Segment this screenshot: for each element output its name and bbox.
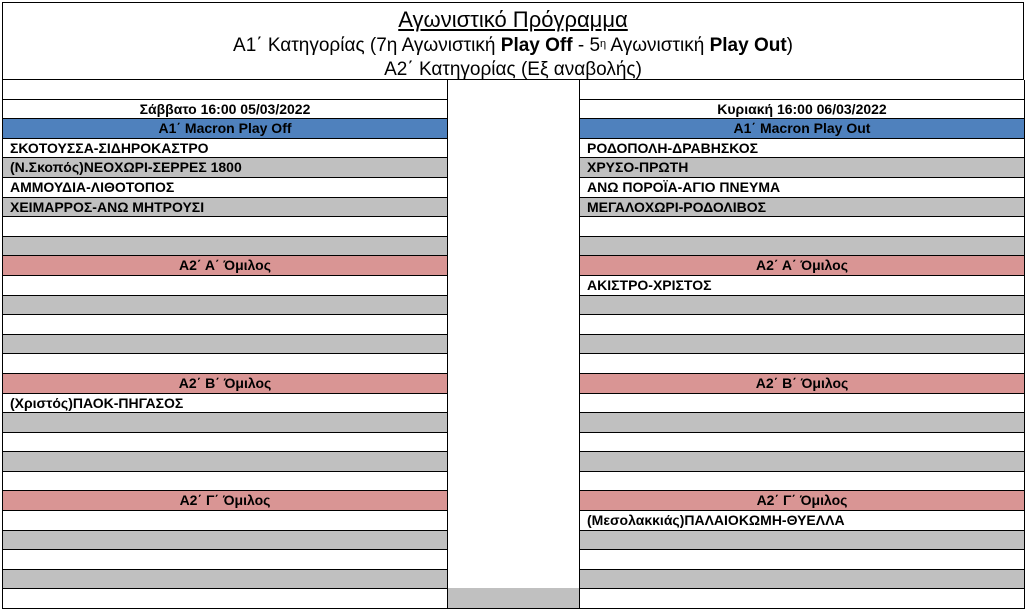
game-row xyxy=(3,296,447,316)
game-row xyxy=(580,315,1024,335)
match-date: Σάββατο 16:00 05/03/2022 xyxy=(3,100,447,120)
game-row: ΣΚΟΤΟΥΣΣΑ-ΣΙΔΗΡΟΚΑΣΤΡΟ xyxy=(3,139,447,159)
game-row: ΑΚΙΣΤΡΟ-ΧΡΙΣΤΟΣ xyxy=(580,276,1024,296)
game-row xyxy=(580,296,1024,316)
game-row: ΧΡΥΣΟ-ΠΡΩΤΗ xyxy=(580,158,1024,178)
subtitle-a2: Α2΄ Κατηγορίας (Εξ αναβολής) xyxy=(384,59,642,80)
game-row xyxy=(3,354,447,374)
game-row xyxy=(3,276,447,296)
game-row xyxy=(580,433,1024,453)
subtitle-play-off: Play Off xyxy=(500,35,573,56)
game-row xyxy=(3,452,447,472)
game-row xyxy=(580,570,1024,590)
game-row xyxy=(580,335,1024,355)
game-row: ΡΟΔΟΠΟΛΗ-ΔΡΑΒΗΣΚΟΣ xyxy=(580,139,1024,159)
game-row xyxy=(3,511,447,531)
subtitle-a1-mid: - 5 xyxy=(572,35,601,56)
game-row xyxy=(580,413,1024,433)
game-row xyxy=(580,452,1024,472)
subtitle-play-out: Play Out xyxy=(709,35,787,56)
subtitle-a1-prefix: Α1΄ Κατηγορίας (7η Αγωνιστική xyxy=(233,35,501,56)
group-a-header: Α2΄ Α΄ Όμιλος xyxy=(580,256,1024,276)
schedule-header xyxy=(2,2,1024,80)
blank-row xyxy=(3,80,447,100)
saturday-column xyxy=(2,80,448,609)
game-row: ΧΕΙΜΑΡΡΟΣ-ΑΝΩ ΜΗΤΡΟΥΣΙ xyxy=(3,198,447,218)
middle-spacer xyxy=(448,80,579,609)
subtitle-sup: η xyxy=(600,38,607,50)
game-row: (Ν.Σκοπός)ΝΕΟΧΩΡΙ-ΣΕΡΡΕΣ 1800 xyxy=(3,158,447,178)
group-a-header: Α2΄ Α΄ Όμιλος xyxy=(3,256,447,276)
game-row: (Μεσολακκιάς)ΠΑΛΑΙΟΚΩΜΗ-ΘΥΕΛΛΑ xyxy=(580,511,1024,531)
sunday-column xyxy=(579,80,1025,609)
game-row xyxy=(3,413,447,433)
blank-row xyxy=(580,80,1024,100)
game-row xyxy=(3,589,447,609)
a1-header: Α1΄ Macron Play Out xyxy=(580,119,1024,139)
game-row xyxy=(580,550,1024,570)
a1-header: Α1΄ Macron Play Off xyxy=(3,119,447,139)
game-row xyxy=(580,472,1024,492)
game-row: (Χριστός)ΠΑΟΚ-ΠΗΓΑΣΟΣ xyxy=(3,394,447,414)
group-b-header: Α2΄ Β΄ Όμιλος xyxy=(3,374,447,394)
game-row xyxy=(3,433,447,453)
group-b-header: Α2΄ Β΄ Όμιλος xyxy=(580,374,1024,394)
game-row xyxy=(580,237,1024,257)
game-row: ΜΕΓΑΛΟΧΩΡΙ-ΡΟΔΟΛΙΒΟΣ xyxy=(580,198,1024,218)
game-row xyxy=(3,531,447,551)
game-row xyxy=(580,589,1024,609)
game-row: ΑΜΜΟΥΔΙΑ-ΛΙΘΟΤΟΠΟΣ xyxy=(3,178,447,198)
game-row xyxy=(580,531,1024,551)
game-row xyxy=(3,550,447,570)
game-row xyxy=(580,394,1024,414)
game-row xyxy=(3,237,447,257)
game-row: ΑΝΩ ΠΟΡΟΪΑ-ΑΓΙΟ ΠΝΕΥΜΑ xyxy=(580,178,1024,198)
group-c-header: Α2΄ Γ΄ Όμιλος xyxy=(3,491,447,511)
game-row xyxy=(580,217,1024,237)
game-row xyxy=(3,335,447,355)
subtitle-a1-mid2: Αγωνιστική xyxy=(606,35,710,56)
page-title: Αγωνιστικό Πρόγραμμα xyxy=(398,7,628,32)
subtitle-a1-suffix: ) xyxy=(786,35,793,56)
group-c-header: Α2΄ Γ΄ Όμιλος xyxy=(580,491,1024,511)
game-row xyxy=(3,472,447,492)
game-row xyxy=(3,315,447,335)
middle-gray-bar xyxy=(448,588,579,608)
match-date: Κυριακή 16:00 06/03/2022 xyxy=(580,100,1024,120)
game-row xyxy=(3,570,447,590)
game-row xyxy=(580,354,1024,374)
game-row xyxy=(3,217,447,237)
subtitle-a1 xyxy=(3,35,1023,57)
